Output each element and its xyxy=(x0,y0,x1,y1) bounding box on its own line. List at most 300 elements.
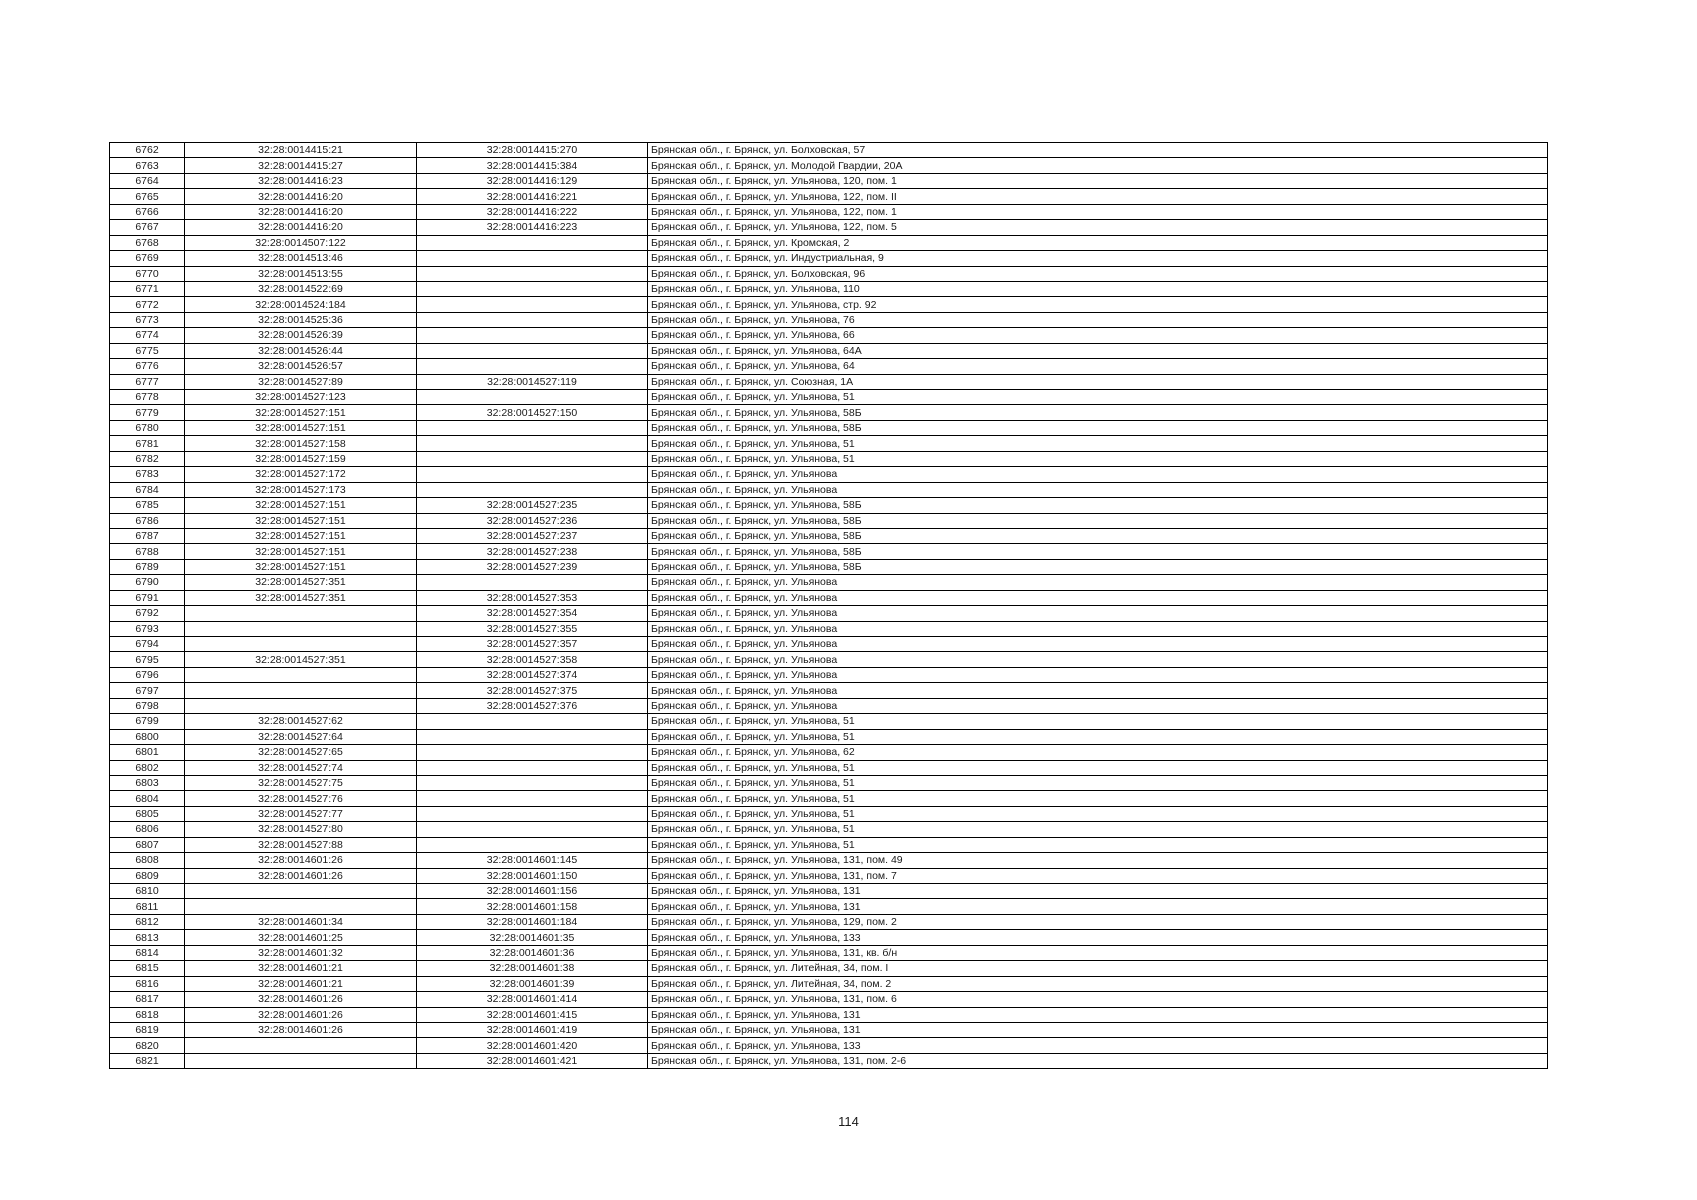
table-row xyxy=(110,775,1548,790)
address-cell: Брянская обл., г. Брянск, ул. Болховская, 57 xyxy=(648,143,1548,158)
parcel-cadastral-number-cell: 32:28:0014527:151 xyxy=(185,420,417,435)
parcel-cadastral-number-cell: 32:28:0014513:55 xyxy=(185,266,417,281)
address-cell: Брянская обл., г. Брянск, ул. Ульянова, 122, пом. 1 xyxy=(648,204,1548,219)
parcel-cadastral-number-cell: 32:28:0014527:351 xyxy=(185,590,417,605)
table-row xyxy=(110,791,1548,806)
table-row xyxy=(110,961,1548,976)
registry-table xyxy=(109,142,1548,1069)
address-cell: Брянская обл., г. Брянск, ул. Ульянова, 58Б xyxy=(648,420,1548,435)
row-number-cell: 6807 xyxy=(110,837,185,852)
table-row xyxy=(110,235,1548,250)
row-number-cell: 6792 xyxy=(110,606,185,621)
parcel-cadastral-number-cell: 32:28:0014527:151 xyxy=(185,559,417,574)
row-number-cell: 6818 xyxy=(110,1007,185,1022)
object-cadastral-number-cell: 32:28:0014527:119 xyxy=(417,374,648,389)
address-cell: Брянская обл., г. Брянск, ул. Ульянова xyxy=(648,683,1548,698)
object-cadastral-number-cell xyxy=(417,266,648,281)
parcel-cadastral-number-cell: 32:28:0014527:64 xyxy=(185,729,417,744)
row-number-cell: 6766 xyxy=(110,204,185,219)
row-number-cell: 6769 xyxy=(110,251,185,266)
row-number-cell: 6797 xyxy=(110,683,185,698)
row-number-cell: 6808 xyxy=(110,853,185,868)
address-cell: Брянская обл., г. Брянск, ул. Ульянова, 58Б xyxy=(648,544,1548,559)
address-cell: Брянская обл., г. Брянск, ул. Индустриальная, 9 xyxy=(648,251,1548,266)
table-row xyxy=(110,683,1548,698)
table-row xyxy=(110,528,1548,543)
parcel-cadastral-number-cell: 32:28:0014527:158 xyxy=(185,436,417,451)
row-number-cell: 6810 xyxy=(110,884,185,899)
parcel-cadastral-number-cell: 32:28:0014601:26 xyxy=(185,868,417,883)
table-row xyxy=(110,976,1548,991)
object-cadastral-number-cell: 32:28:0014527:375 xyxy=(417,683,648,698)
address-cell: Брянская обл., г. Брянск, ул. Ульянова, 51 xyxy=(648,775,1548,790)
table-row xyxy=(110,390,1548,405)
row-number-cell: 6809 xyxy=(110,868,185,883)
row-number-cell: 6795 xyxy=(110,652,185,667)
parcel-cadastral-number-cell xyxy=(185,884,417,899)
object-cadastral-number-cell: 32:28:0014527:376 xyxy=(417,698,648,713)
row-number-cell: 6777 xyxy=(110,374,185,389)
address-cell: Брянская обл., г. Брянск, ул. Ульянова, 58Б xyxy=(648,498,1548,513)
row-number-cell: 6811 xyxy=(110,899,185,914)
table-row xyxy=(110,405,1548,420)
table-row xyxy=(110,606,1548,621)
object-cadastral-number-cell: 32:28:0014527:354 xyxy=(417,606,648,621)
parcel-cadastral-number-cell: 32:28:0014527:88 xyxy=(185,837,417,852)
object-cadastral-number-cell: 32:28:0014601:419 xyxy=(417,1022,648,1037)
parcel-cadastral-number-cell xyxy=(185,1053,417,1068)
table-row xyxy=(110,884,1548,899)
object-cadastral-number-cell: 32:28:0014416:223 xyxy=(417,220,648,235)
object-cadastral-number-cell xyxy=(417,451,648,466)
parcel-cadastral-number-cell: 32:28:0014601:26 xyxy=(185,853,417,868)
parcel-cadastral-number-cell: 32:28:0014527:123 xyxy=(185,390,417,405)
object-cadastral-number-cell: 32:28:0014527:355 xyxy=(417,621,648,636)
table-row xyxy=(110,328,1548,343)
table-row xyxy=(110,667,1548,682)
address-cell: Брянская обл., г. Брянск, ул. Ульянова, 129, пом. 2 xyxy=(648,914,1548,929)
row-number-cell: 6772 xyxy=(110,297,185,312)
address-cell: Брянская обл., г. Брянск, ул. Молодой Гвардии, 20А xyxy=(648,158,1548,173)
object-cadastral-number-cell: 32:28:0014415:270 xyxy=(417,143,648,158)
parcel-cadastral-number-cell: 32:28:0014527:151 xyxy=(185,513,417,528)
parcel-cadastral-number-cell: 32:28:0014527:75 xyxy=(185,775,417,790)
address-cell: Брянская обл., г. Брянск, ул. Ульянова, 51 xyxy=(648,714,1548,729)
address-cell: Брянская обл., г. Брянск, ул. Ульянова, 131, пом. 2-6 xyxy=(648,1053,1548,1068)
object-cadastral-number-cell: 32:28:0014416:129 xyxy=(417,173,648,188)
parcel-cadastral-number-cell: 32:28:0014416:20 xyxy=(185,189,417,204)
object-cadastral-number-cell: 32:28:0014527:236 xyxy=(417,513,648,528)
address-cell: Брянская обл., г. Брянск, ул. Кромская, 2 xyxy=(648,235,1548,250)
table-row xyxy=(110,467,1548,482)
row-number-cell: 6790 xyxy=(110,575,185,590)
table-row xyxy=(110,559,1548,574)
row-number-cell: 6768 xyxy=(110,235,185,250)
table-row xyxy=(110,1007,1548,1022)
object-cadastral-number-cell: 32:28:0014527:235 xyxy=(417,498,648,513)
object-cadastral-number-cell xyxy=(417,328,648,343)
address-cell: Брянская обл., г. Брянск, ул. Ульянова xyxy=(648,637,1548,652)
address-cell: Брянская обл., г. Брянск, ул. Ульянова, 131, пом. 49 xyxy=(648,853,1548,868)
object-cadastral-number-cell: 32:28:0014527:358 xyxy=(417,652,648,667)
parcel-cadastral-number-cell xyxy=(185,899,417,914)
table-row xyxy=(110,482,1548,497)
row-number-cell: 6815 xyxy=(110,961,185,976)
row-number-cell: 6765 xyxy=(110,189,185,204)
row-number-cell: 6776 xyxy=(110,359,185,374)
object-cadastral-number-cell xyxy=(417,822,648,837)
object-cadastral-number-cell: 32:28:0014601:158 xyxy=(417,899,648,914)
object-cadastral-number-cell: 32:28:0014601:184 xyxy=(417,914,648,929)
parcel-cadastral-number-cell: 32:28:0014601:32 xyxy=(185,945,417,960)
address-cell: Брянская обл., г. Брянск, ул. Ульянова, стр. 92 xyxy=(648,297,1548,312)
table-row xyxy=(110,173,1548,188)
table-row xyxy=(110,590,1548,605)
parcel-cadastral-number-cell xyxy=(185,1038,417,1053)
address-cell: Брянская обл., г. Брянск, ул. Ульянова, 51 xyxy=(648,390,1548,405)
address-cell: Брянская обл., г. Брянск, ул. Ульянова, 51 xyxy=(648,837,1548,852)
row-number-cell: 6816 xyxy=(110,976,185,991)
address-cell: Брянская обл., г. Брянск, ул. Ульянова xyxy=(648,482,1548,497)
row-number-cell: 6762 xyxy=(110,143,185,158)
address-cell: Брянская обл., г. Брянск, ул. Ульянова xyxy=(648,590,1548,605)
object-cadastral-number-cell xyxy=(417,235,648,250)
object-cadastral-number-cell: 32:28:0014601:35 xyxy=(417,930,648,945)
object-cadastral-number-cell xyxy=(417,420,648,435)
address-cell: Брянская обл., г. Брянск, ул. Ульянова, 62 xyxy=(648,745,1548,760)
address-cell: Брянская обл., г. Брянск, ул. Ульянова xyxy=(648,575,1548,590)
parcel-cadastral-number-cell: 32:28:0014601:21 xyxy=(185,976,417,991)
object-cadastral-number-cell xyxy=(417,714,648,729)
parcel-cadastral-number-cell: 32:28:0014527:351 xyxy=(185,575,417,590)
object-cadastral-number-cell: 32:28:0014601:414 xyxy=(417,992,648,1007)
table-row xyxy=(110,652,1548,667)
object-cadastral-number-cell: 32:28:0014416:221 xyxy=(417,189,648,204)
table-row xyxy=(110,204,1548,219)
row-number-cell: 6798 xyxy=(110,698,185,713)
parcel-cadastral-number-cell: 32:28:0014415:27 xyxy=(185,158,417,173)
table-row xyxy=(110,1038,1548,1053)
object-cadastral-number-cell: 32:28:0014601:156 xyxy=(417,884,648,899)
object-cadastral-number-cell xyxy=(417,729,648,744)
row-number-cell: 6780 xyxy=(110,420,185,435)
table-row xyxy=(110,343,1548,358)
row-number-cell: 6781 xyxy=(110,436,185,451)
address-cell: Брянская обл., г. Брянск, ул. Литейная, 34, пом. I xyxy=(648,961,1548,976)
object-cadastral-number-cell: 32:28:0014527:150 xyxy=(417,405,648,420)
object-cadastral-number-cell: 32:28:0014527:357 xyxy=(417,637,648,652)
row-number-cell: 6786 xyxy=(110,513,185,528)
row-number-cell: 6801 xyxy=(110,745,185,760)
row-number-cell: 6814 xyxy=(110,945,185,960)
address-cell: Брянская обл., г. Брянск, ул. Ульянова, 131 xyxy=(648,1022,1548,1037)
object-cadastral-number-cell xyxy=(417,297,648,312)
row-number-cell: 6764 xyxy=(110,173,185,188)
parcel-cadastral-number-cell: 32:28:0014526:44 xyxy=(185,343,417,358)
row-number-cell: 6775 xyxy=(110,343,185,358)
address-cell: Брянская обл., г. Брянск, ул. Ульянова xyxy=(648,621,1548,636)
object-cadastral-number-cell: 32:28:0014601:39 xyxy=(417,976,648,991)
table-row xyxy=(110,420,1548,435)
address-cell: Брянская обл., г. Брянск, ул. Ульянова, 66 xyxy=(648,328,1548,343)
address-cell: Брянская обл., г. Брянск, ул. Ульянова, 110 xyxy=(648,281,1548,296)
parcel-cadastral-number-cell: 32:28:0014416:20 xyxy=(185,220,417,235)
object-cadastral-number-cell: 32:28:0014527:353 xyxy=(417,590,648,605)
address-cell: Брянская обл., г. Брянск, ул. Ульянова, 76 xyxy=(648,312,1548,327)
table-row xyxy=(110,1053,1548,1068)
parcel-cadastral-number-cell: 32:28:0014527:172 xyxy=(185,467,417,482)
object-cadastral-number-cell xyxy=(417,745,648,760)
table-row xyxy=(110,297,1548,312)
table-row xyxy=(110,822,1548,837)
address-cell: Брянская обл., г. Брянск, ул. Ульянова, 51 xyxy=(648,729,1548,744)
parcel-cadastral-number-cell: 32:28:0014527:173 xyxy=(185,482,417,497)
address-cell: Брянская обл., г. Брянск, ул. Ульянова, 131, пом. 6 xyxy=(648,992,1548,1007)
table-row xyxy=(110,714,1548,729)
parcel-cadastral-number-cell: 32:28:0014601:26 xyxy=(185,1022,417,1037)
address-cell: Брянская обл., г. Брянск, ул. Ульянова, 51 xyxy=(648,791,1548,806)
table-row xyxy=(110,729,1548,744)
object-cadastral-number-cell xyxy=(417,837,648,852)
object-cadastral-number-cell xyxy=(417,343,648,358)
row-number-cell: 6799 xyxy=(110,714,185,729)
parcel-cadastral-number-cell: 32:28:0014527:151 xyxy=(185,498,417,513)
parcel-cadastral-number-cell xyxy=(185,698,417,713)
table-row xyxy=(110,189,1548,204)
page-number: 114 xyxy=(838,1114,859,1129)
row-number-cell: 6805 xyxy=(110,806,185,821)
table-row xyxy=(110,698,1548,713)
table-row xyxy=(110,837,1548,852)
table-row xyxy=(110,513,1548,528)
address-cell: Брянская обл., г. Брянск, ул. Ульянова, 133 xyxy=(648,1038,1548,1053)
row-number-cell: 6787 xyxy=(110,528,185,543)
object-cadastral-number-cell xyxy=(417,281,648,296)
table-row xyxy=(110,621,1548,636)
object-cadastral-number-cell: 32:28:0014527:239 xyxy=(417,559,648,574)
parcel-cadastral-number-cell: 32:28:0014601:26 xyxy=(185,1007,417,1022)
row-number-cell: 6773 xyxy=(110,312,185,327)
table-row xyxy=(110,914,1548,929)
table-row xyxy=(110,436,1548,451)
address-cell: Брянская обл., г. Брянск, ул. Ульянова, 58Б xyxy=(648,528,1548,543)
table-row xyxy=(110,281,1548,296)
parcel-cadastral-number-cell xyxy=(185,667,417,682)
address-cell: Брянская обл., г. Брянск, ул. Ульянова, 122, пом. 5 xyxy=(648,220,1548,235)
address-cell: Брянская обл., г. Брянск, ул. Ульянова, 51 xyxy=(648,822,1548,837)
object-cadastral-number-cell xyxy=(417,251,648,266)
address-cell: Брянская обл., г. Брянск, ул. Ульянова, 58Б xyxy=(648,405,1548,420)
object-cadastral-number-cell xyxy=(417,791,648,806)
row-number-cell: 6784 xyxy=(110,482,185,497)
row-number-cell: 6785 xyxy=(110,498,185,513)
address-cell: Брянская обл., г. Брянск, ул. Ульянова, 51 xyxy=(648,436,1548,451)
parcel-cadastral-number-cell: 32:28:0014513:46 xyxy=(185,251,417,266)
table-row xyxy=(110,945,1548,960)
row-number-cell: 6788 xyxy=(110,544,185,559)
row-number-cell: 6802 xyxy=(110,760,185,775)
parcel-cadastral-number-cell: 32:28:0014527:89 xyxy=(185,374,417,389)
table-row xyxy=(110,930,1548,945)
parcel-cadastral-number-cell: 32:28:0014527:76 xyxy=(185,791,417,806)
object-cadastral-number-cell: 32:28:0014601:150 xyxy=(417,868,648,883)
table-row xyxy=(110,374,1548,389)
parcel-cadastral-number-cell: 32:28:0014527:151 xyxy=(185,528,417,543)
table-row xyxy=(110,312,1548,327)
row-number-cell: 6771 xyxy=(110,281,185,296)
address-cell: Брянская обл., г. Брянск, ул. Ульянова, 131, пом. 7 xyxy=(648,868,1548,883)
table-row xyxy=(110,760,1548,775)
table-row xyxy=(110,359,1548,374)
object-cadastral-number-cell xyxy=(417,312,648,327)
table-row xyxy=(110,220,1548,235)
row-number-cell: 6793 xyxy=(110,621,185,636)
object-cadastral-number-cell: 32:28:0014601:421 xyxy=(417,1053,648,1068)
object-cadastral-number-cell: 32:28:0014415:384 xyxy=(417,158,648,173)
address-cell: Брянская обл., г. Брянск, ул. Ульянова xyxy=(648,606,1548,621)
parcel-cadastral-number-cell: 32:28:0014527:151 xyxy=(185,405,417,420)
row-number-cell: 6794 xyxy=(110,637,185,652)
table-row xyxy=(110,637,1548,652)
parcel-cadastral-number-cell: 32:28:0014527:151 xyxy=(185,544,417,559)
row-number-cell: 6791 xyxy=(110,590,185,605)
address-cell: Брянская обл., г. Брянск, ул. Ульянова, 120, пом. 1 xyxy=(648,173,1548,188)
parcel-cadastral-number-cell: 32:28:0014415:21 xyxy=(185,143,417,158)
address-cell: Брянская обл., г. Брянск, ул. Союзная, 1А xyxy=(648,374,1548,389)
row-number-cell: 6800 xyxy=(110,729,185,744)
parcel-cadastral-number-cell: 32:28:0014527:351 xyxy=(185,652,417,667)
object-cadastral-number-cell xyxy=(417,436,648,451)
row-number-cell: 6819 xyxy=(110,1022,185,1037)
address-cell: Брянская обл., г. Брянск, ул. Литейная, 34, пом. 2 xyxy=(648,976,1548,991)
object-cadastral-number-cell: 32:28:0014527:374 xyxy=(417,667,648,682)
parcel-cadastral-number-cell: 32:28:0014601:26 xyxy=(185,992,417,1007)
row-number-cell: 6796 xyxy=(110,667,185,682)
object-cadastral-number-cell: 32:28:0014416:222 xyxy=(417,204,648,219)
parcel-cadastral-number-cell: 32:28:0014522:69 xyxy=(185,281,417,296)
address-cell: Брянская обл., г. Брянск, ул. Ульянова, 51 xyxy=(648,451,1548,466)
parcel-cadastral-number-cell: 32:28:0014527:80 xyxy=(185,822,417,837)
table-row xyxy=(110,868,1548,883)
registry-table-body xyxy=(110,143,1548,1069)
row-number-cell: 6812 xyxy=(110,914,185,929)
address-cell: Брянская обл., г. Брянск, ул. Ульянова xyxy=(648,667,1548,682)
table-row xyxy=(110,899,1548,914)
row-number-cell: 6767 xyxy=(110,220,185,235)
parcel-cadastral-number-cell xyxy=(185,606,417,621)
address-cell: Брянская обл., г. Брянск, ул. Ульянова, 131 xyxy=(648,899,1548,914)
object-cadastral-number-cell xyxy=(417,390,648,405)
parcel-cadastral-number-cell: 32:28:0014526:39 xyxy=(185,328,417,343)
row-number-cell: 6779 xyxy=(110,405,185,420)
row-number-cell: 6821 xyxy=(110,1053,185,1068)
parcel-cadastral-number-cell xyxy=(185,637,417,652)
address-cell: Брянская обл., г. Брянск, ул. Ульянова, 58Б xyxy=(648,559,1548,574)
object-cadastral-number-cell xyxy=(417,482,648,497)
address-cell: Брянская обл., г. Брянск, ул. Ульянова, 51 xyxy=(648,806,1548,821)
row-number-cell: 6770 xyxy=(110,266,185,281)
object-cadastral-number-cell xyxy=(417,467,648,482)
address-cell: Брянская обл., г. Брянск, ул. Болховская, 96 xyxy=(648,266,1548,281)
address-cell: Брянская обл., г. Брянск, ул. Ульянова, 51 xyxy=(648,760,1548,775)
parcel-cadastral-number-cell: 32:28:0014524:184 xyxy=(185,297,417,312)
table-row xyxy=(110,575,1548,590)
object-cadastral-number-cell: 32:28:0014601:145 xyxy=(417,853,648,868)
parcel-cadastral-number-cell: 32:28:0014601:25 xyxy=(185,930,417,945)
row-number-cell: 6782 xyxy=(110,451,185,466)
object-cadastral-number-cell: 32:28:0014527:237 xyxy=(417,528,648,543)
table-row xyxy=(110,806,1548,821)
address-cell: Брянская обл., г. Брянск, ул. Ульянова, 131 xyxy=(648,884,1548,899)
table-row xyxy=(110,853,1548,868)
parcel-cadastral-number-cell: 32:28:0014601:34 xyxy=(185,914,417,929)
address-cell: Брянская обл., г. Брянск, ул. Ульянова, 122, пом. II xyxy=(648,189,1548,204)
table-row xyxy=(110,1022,1548,1037)
address-cell: Брянская обл., г. Брянск, ул. Ульянова xyxy=(648,467,1548,482)
object-cadastral-number-cell xyxy=(417,775,648,790)
row-number-cell: 6817 xyxy=(110,992,185,1007)
row-number-cell: 6820 xyxy=(110,1038,185,1053)
table-row xyxy=(110,745,1548,760)
table-row xyxy=(110,498,1548,513)
table-row xyxy=(110,251,1548,266)
object-cadastral-number-cell xyxy=(417,806,648,821)
row-number-cell: 6789 xyxy=(110,559,185,574)
table-row xyxy=(110,158,1548,173)
table-row xyxy=(110,266,1548,281)
parcel-cadastral-number-cell: 32:28:0014527:62 xyxy=(185,714,417,729)
address-cell: Брянская обл., г. Брянск, ул. Ульянова xyxy=(648,652,1548,667)
object-cadastral-number-cell xyxy=(417,359,648,374)
parcel-cadastral-number-cell: 32:28:0014507:122 xyxy=(185,235,417,250)
row-number-cell: 6778 xyxy=(110,390,185,405)
row-number-cell: 6813 xyxy=(110,930,185,945)
parcel-cadastral-number-cell xyxy=(185,621,417,636)
row-number-cell: 6774 xyxy=(110,328,185,343)
address-cell: Брянская обл., г. Брянск, ул. Ульянова xyxy=(648,698,1548,713)
object-cadastral-number-cell xyxy=(417,760,648,775)
address-cell: Брянская обл., г. Брянск, ул. Ульянова, 133 xyxy=(648,930,1548,945)
address-cell: Брянская обл., г. Брянск, ул. Ульянова, 131, кв. б/н xyxy=(648,945,1548,960)
parcel-cadastral-number-cell: 32:28:0014526:57 xyxy=(185,359,417,374)
row-number-cell: 6806 xyxy=(110,822,185,837)
parcel-cadastral-number-cell: 32:28:0014527:74 xyxy=(185,760,417,775)
object-cadastral-number-cell xyxy=(417,575,648,590)
table-row xyxy=(110,143,1548,158)
parcel-cadastral-number-cell: 32:28:0014416:20 xyxy=(185,204,417,219)
address-cell: Брянская обл., г. Брянск, ул. Ульянова, 58Б xyxy=(648,513,1548,528)
parcel-cadastral-number-cell: 32:28:0014527:77 xyxy=(185,806,417,821)
address-cell: Брянская обл., г. Брянск, ул. Ульянова, 64 xyxy=(648,359,1548,374)
address-cell: Брянская обл., г. Брянск, ул. Ульянова, 64А xyxy=(648,343,1548,358)
parcel-cadastral-number-cell: 32:28:0014601:21 xyxy=(185,961,417,976)
parcel-cadastral-number-cell: 32:28:0014416:23 xyxy=(185,173,417,188)
parcel-cadastral-number-cell: 32:28:0014527:159 xyxy=(185,451,417,466)
table-row xyxy=(110,451,1548,466)
object-cadastral-number-cell: 32:28:0014601:36 xyxy=(417,945,648,960)
parcel-cadastral-number-cell: 32:28:0014527:65 xyxy=(185,745,417,760)
object-cadastral-number-cell: 32:28:0014601:415 xyxy=(417,1007,648,1022)
row-number-cell: 6803 xyxy=(110,775,185,790)
object-cadastral-number-cell: 32:28:0014601:38 xyxy=(417,961,648,976)
row-number-cell: 6783 xyxy=(110,467,185,482)
table-row xyxy=(110,544,1548,559)
parcel-cadastral-number-cell: 32:28:0014525:36 xyxy=(185,312,417,327)
object-cadastral-number-cell: 32:28:0014601:420 xyxy=(417,1038,648,1053)
row-number-cell: 6763 xyxy=(110,158,185,173)
address-cell: Брянская обл., г. Брянск, ул. Ульянова, 131 xyxy=(648,1007,1548,1022)
table-row xyxy=(110,992,1548,1007)
